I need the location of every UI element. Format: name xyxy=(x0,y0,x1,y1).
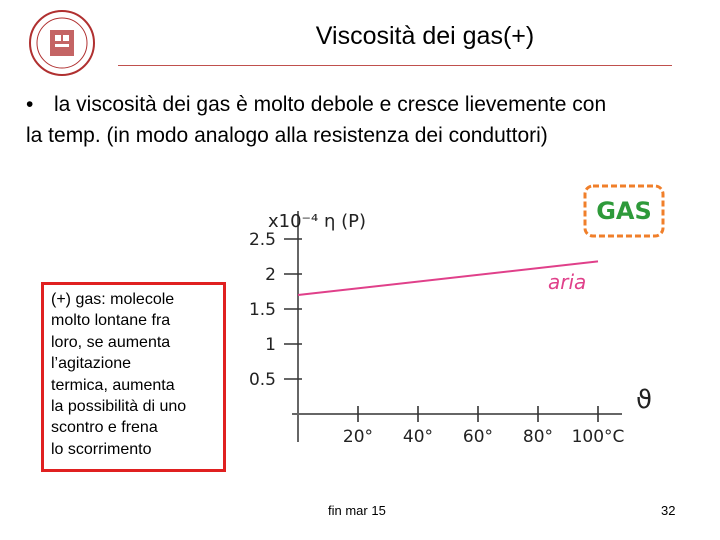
x-tick-label: 20° xyxy=(342,427,374,447)
series-label-aria: aria xyxy=(548,270,587,294)
y-unit-label: x10⁻⁴ η (P) xyxy=(268,211,367,232)
note-line: (+) gas: molecole xyxy=(51,291,175,308)
bullet-text xyxy=(26,89,696,151)
footer-date: fin mar 15 xyxy=(328,503,386,518)
bullet-marker: • xyxy=(26,93,34,116)
y-tick-label: 1 xyxy=(265,335,276,355)
x-tick-label: 40° xyxy=(402,427,434,447)
x-tick-label: 80° xyxy=(522,427,554,447)
x-tick-label: 60° xyxy=(462,427,494,447)
y-tick-label: 2.5 xyxy=(248,230,276,250)
footnote-box xyxy=(41,282,226,472)
slide-title: Viscosità dei gas(+) xyxy=(315,22,535,50)
note-line: termica, aumenta xyxy=(51,376,175,394)
note-line: loro, se aumenta xyxy=(51,333,171,351)
note-line: scontro e frena xyxy=(51,419,158,437)
x-unit-label: ϑ xyxy=(636,385,653,415)
y-tick-label: 1.5 xyxy=(248,300,276,320)
gas-label: GAS xyxy=(596,197,652,225)
note-line: l’agitazione xyxy=(51,355,132,373)
viscosity-chart xyxy=(240,180,680,460)
bullet-line-2: la temp. (in modo analogo alla resistenza dei conduttori) xyxy=(26,124,548,147)
note-line: la possibilità di uno xyxy=(51,398,187,416)
y-tick-label: 2 xyxy=(265,265,276,285)
chart-axes xyxy=(292,211,622,442)
title-divider xyxy=(118,65,672,66)
note-line: lo scorrimento xyxy=(51,440,152,458)
bullet-line-1: la viscosità dei gas è molto debole e cresce lievemente con xyxy=(54,93,607,116)
note-line: molto lontane fra xyxy=(51,312,171,330)
x-tick-label: 100°C xyxy=(571,427,625,447)
university-seal-logo xyxy=(22,8,102,78)
y-tick-label: 0.5 xyxy=(248,370,276,390)
page-number: 32 xyxy=(661,503,676,518)
